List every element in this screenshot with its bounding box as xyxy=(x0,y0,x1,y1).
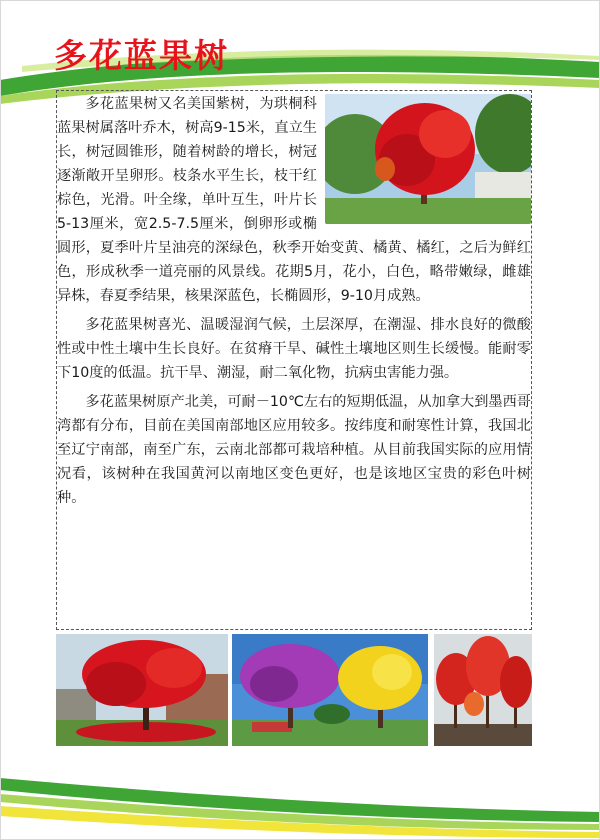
paragraph-1: 多花蓝果树又名美国紫树，为珙桐科蓝果树属落叶乔木，树高9-15米，直立生长，树冠圆锥形，随着树龄的增长，树冠逐渐敞开呈卵形。枝条水平生长，枝干红棕色，光滑。叶全缘，单叶互生，叶片长5-13厘米，宽2.5-7.5厘米，倒卵形或椭圆形，夏季叶片呈油亮的深绿色，秋季开始变黄、橘黄、橘红，之后为鲜红色，形成秋季一道亮丽的风景线。花期5月，花小，白色，略带嫩绿，雌雄异株，春夏季结果，核果深蓝色，长椭圆形，9-10月成熟。 xyxy=(57,96,531,304)
paragraph-3: 多花蓝果树原产北美，可耐－10℃左右的短期低温，从加拿大到墨西哥湾都有分布，目前在美国南部地区应用较多。按纬度和耐寒性计算，我国北至辽宁南部，南至广东，云南北部都可栽培种植。从目前我国实际的应用情况看，该树种在我国黄河以南地区变色更好，也是该地区宝贵的彩色叶树种。 xyxy=(57,394,531,506)
page-title: 多花蓝果树 xyxy=(54,36,229,75)
paragraph-2: 多花蓝果树喜光、温暖湿润气候，土层深厚，在潮湿、排水良好的微酸性或中性土壤中生长良好。在贫瘠干旱、碱性土壤地区则生长缓慢。能耐零下10度的低温。抗干旱、潮湿，耐二氧化物，抗病虫害能力强。 xyxy=(57,317,531,381)
